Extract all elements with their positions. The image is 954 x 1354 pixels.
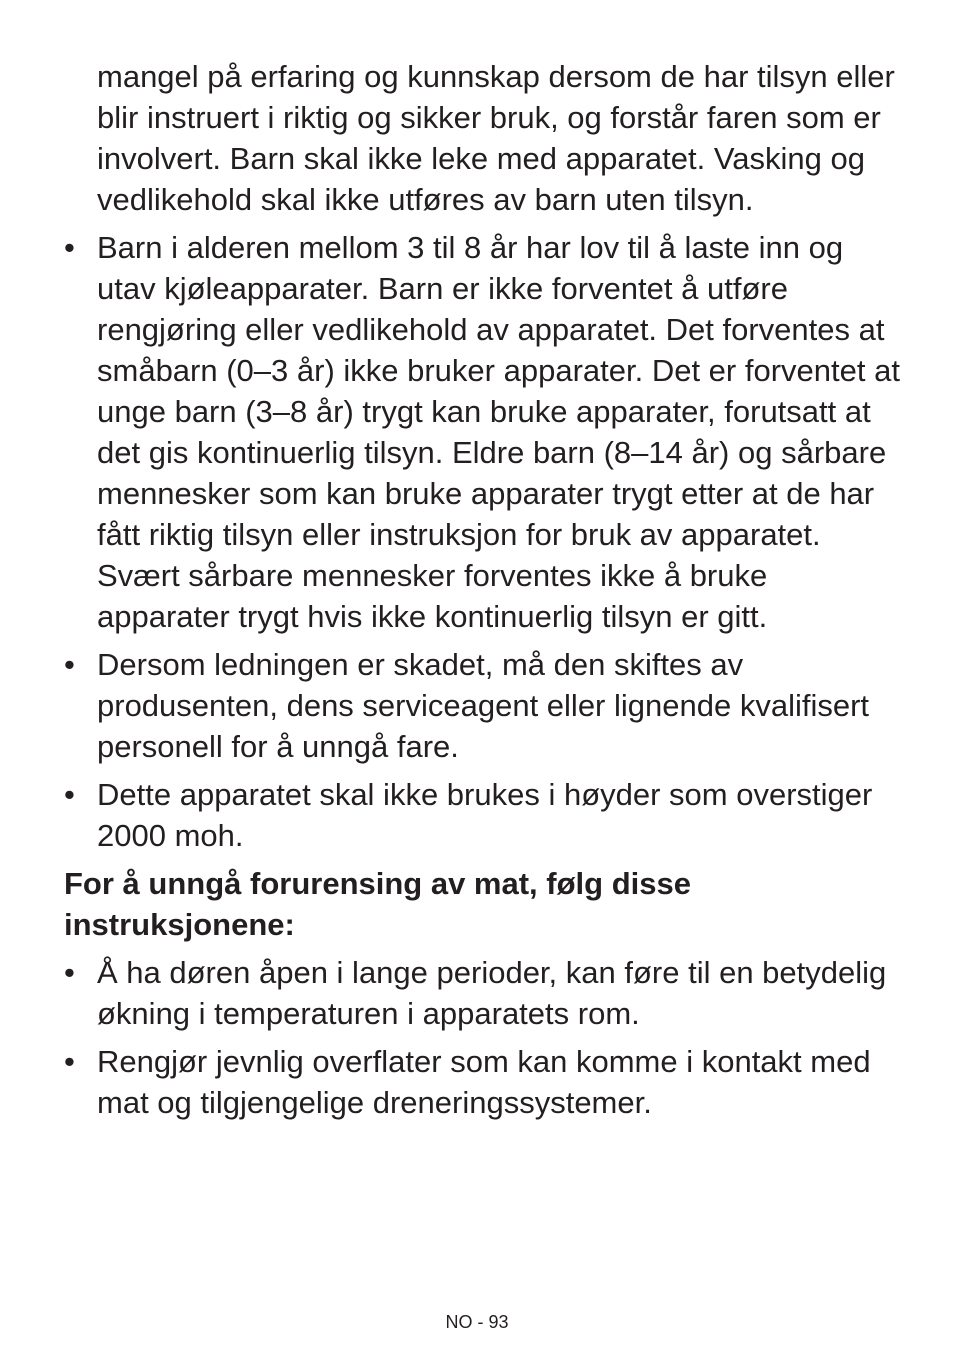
section-heading: For å unngå forurensing av mat, følg disse instruksjonene: [64, 866, 691, 942]
bullet-icon: • [64, 955, 75, 990]
bullet-icon: • [64, 777, 75, 812]
bullet-icon: • [64, 647, 75, 682]
page-number: NO - 93 [445, 1312, 509, 1332]
bullet-icon: • [64, 1044, 75, 1079]
list-item-text: Dette apparatet skal ikke brukes i høyder som overstiger 2000 moh. [97, 777, 873, 853]
list-item-text: Barn i alderen mellom 3 til 8 år har lov til å laste inn og utav kjøleapparater. Barn er ikke forventet å utføre rengjøring eller vedlikehold av apparatet. Det forventes at småbarn (0–3 år) ikke bruker apparater. Det er forventet at unge barn (3–8 år) trygt kan bruke apparater, forutsatt at det gis kontinuerlig tilsyn. Eldre barn (8–14 år) og sårbare mennesker som kan bruke apparater trygt etter at de har fått riktig tilsyn eller instruksjon for bruk av apparatet. Svært sårbare mennesker forventes ikke å bruke apparater trygt hvis ikke kontinuerlig tilsyn er gitt. [97, 230, 900, 634]
list-item-text: Rengjør jevnlig overflater som kan komme i kontakt med mat og tilgjengelige dreneringssystemer. [97, 1044, 871, 1120]
list-item [64, 1041, 900, 1123]
list-item [64, 644, 900, 767]
list-item-text: Dersom ledningen er skadet, må den skiftes av produsenten, dens serviceagent eller lignende kvalifisert personell for å unngå fare. [97, 647, 870, 764]
list-item [64, 952, 900, 1034]
bullet-icon: • [64, 230, 75, 265]
list-item [64, 227, 900, 637]
intro-continuation: mangel på erfaring og kunnskap dersom de har tilsyn eller blir instruert i riktig og sikker bruk, og forstår faren som er involvert. Barn skal ikke leke med apparatet. Vasking og vedlikehold skal ikke utføres av barn uten tilsyn. [97, 59, 895, 217]
page-content [64, 56, 900, 1130]
list-item-text: Å ha døren åpen i lange perioder, kan føre til en betydelig økning i temperaturen i apparatets rom. [97, 955, 887, 1031]
list-item [64, 774, 900, 856]
